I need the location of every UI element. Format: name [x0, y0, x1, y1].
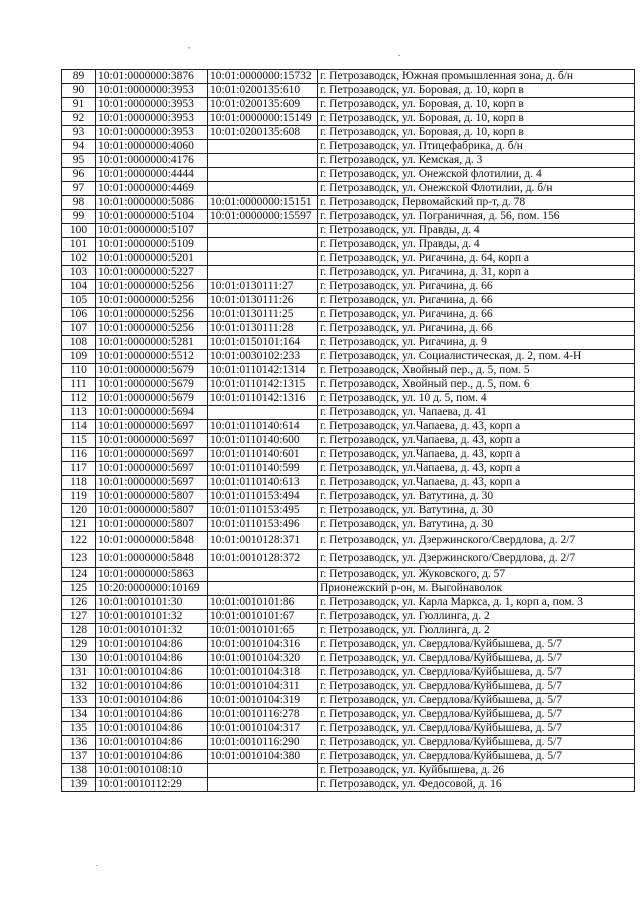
address-cell: г. Петрозаводск, ул. Свердлова/Куйбышева, д. 5/7 [318, 652, 635, 666]
cadastral-number-cell: 10:01:0000000:5697 [96, 476, 208, 490]
address-cell: г. Петрозаводск, ул. Свердлова/Куйбышева, д. 5/7 [318, 750, 635, 764]
row-number-cell: 125 [62, 582, 96, 596]
cadastral-number-cell: 10:01:0010101:32 [96, 610, 208, 624]
cadastral-number-cell: 10:01:0000000:5697 [96, 462, 208, 476]
row-number-cell: 94 [62, 140, 96, 154]
row-number-cell: 95 [62, 154, 96, 168]
room-cadastral-number-cell: 10:01:0130111:25 [208, 308, 318, 322]
cadastral-number-cell: 10:01:0000000:5256 [96, 280, 208, 294]
room-cadastral-number-cell: 10:01:0110140:613 [208, 476, 318, 490]
row-number-cell: 135 [62, 722, 96, 736]
room-cadastral-number-cell: 10:01:0010104:320 [208, 652, 318, 666]
cadastral-number-cell: 10:01:0000000:4176 [96, 154, 208, 168]
table-row [62, 182, 635, 196]
cadastral-number-cell: 10:01:0000000:5679 [96, 378, 208, 392]
table-row [62, 392, 635, 406]
row-number-cell: 110 [62, 364, 96, 378]
cadastral-number-cell: 10:01:0000000:5107 [96, 224, 208, 238]
row-number-cell: 121 [62, 518, 96, 532]
table-row [62, 210, 635, 224]
cadastral-number-cell: 10:01:0000000:5227 [96, 266, 208, 280]
scan-speck: , [188, 40, 191, 50]
table-row [62, 84, 635, 98]
room-cadastral-number-cell [208, 764, 318, 778]
cadastral-number-cell: 10:01:0000000:5863 [96, 568, 208, 582]
table-row [62, 778, 635, 792]
cadastral-number-cell: 10:01:0000000:5256 [96, 294, 208, 308]
cadastral-table-body [62, 70, 635, 792]
table-row [62, 266, 635, 280]
table-row [62, 364, 635, 378]
table-row [62, 666, 635, 680]
cadastral-number-cell: 10:01:0010104:86 [96, 736, 208, 750]
table-row [62, 140, 635, 154]
table-row [62, 322, 635, 336]
table-row [62, 582, 635, 596]
table-row [62, 638, 635, 652]
address-cell: г. Петрозаводск, ул. Ватутина, д. 30 [318, 490, 635, 504]
cadastral-number-cell: 10:01:0000000:5807 [96, 518, 208, 532]
address-cell: г. Петрозаводск, ул. Правды, д. 4 [318, 238, 635, 252]
row-number-cell: 138 [62, 764, 96, 778]
cadastral-number-cell: 10:01:0000000:3876 [96, 70, 208, 84]
room-cadastral-number-cell: 10:01:0010104:380 [208, 750, 318, 764]
cadastral-number-cell: 10:01:0000000:5679 [96, 392, 208, 406]
row-number-cell: 113 [62, 406, 96, 420]
row-number-cell: 133 [62, 694, 96, 708]
room-cadastral-number-cell [208, 568, 318, 582]
table-row [62, 652, 635, 666]
cadastral-number-cell: 10:01:0000000:5281 [96, 336, 208, 350]
room-cadastral-number-cell: 10:01:0010128:371 [208, 532, 318, 550]
scan-speck: . [96, 858, 99, 868]
table-row [62, 680, 635, 694]
address-cell: г. Петрозаводск, ул. Онежской Флотилии, д. б/н [318, 182, 635, 196]
table-row [62, 708, 635, 722]
room-cadastral-number-cell: 10:01:0010101:67 [208, 610, 318, 624]
cadastral-number-cell: 10:01:0000000:3953 [96, 84, 208, 98]
address-cell: г. Петрозаводск, ул. Свердлова/Куйбышева, д. 5/7 [318, 638, 635, 652]
table-row [62, 722, 635, 736]
cadastral-number-cell: 10:01:0000000:5109 [96, 238, 208, 252]
address-cell: г. Петрозаводск, ул. Жуковского, д. 57 [318, 568, 635, 582]
table-row [62, 238, 635, 252]
cadastral-number-cell: 10:01:0000000:5697 [96, 420, 208, 434]
address-cell: г. Петрозаводск, ул. Свердлова/Куйбышева, д. 5/7 [318, 736, 635, 750]
room-cadastral-number-cell: 10:01:0200135:608 [208, 126, 318, 140]
table-row [62, 610, 635, 624]
row-number-cell: 112 [62, 392, 96, 406]
row-number-cell: 126 [62, 596, 96, 610]
table-row [62, 518, 635, 532]
row-number-cell: 89 [62, 70, 96, 84]
row-number-cell: 109 [62, 350, 96, 364]
address-cell: г. Петрозаводск, ул. Боровая, д. 10, корп в [318, 112, 635, 126]
address-cell: г. Петрозаводск, ул. Свердлова/Куйбышева, д. 5/7 [318, 722, 635, 736]
cadastral-number-cell: 10:01:0000000:5694 [96, 406, 208, 420]
row-number-cell: 99 [62, 210, 96, 224]
address-cell: г. Петрозаводск, ул. Ригачина, д. 9 [318, 336, 635, 350]
cadastral-number-cell: 10:01:0000000:5256 [96, 308, 208, 322]
cadastral-number-cell: 10:01:0000000:3953 [96, 98, 208, 112]
room-cadastral-number-cell [208, 182, 318, 196]
room-cadastral-number-cell: 10:01:0130111:27 [208, 280, 318, 294]
cadastral-number-cell: 10:01:0000000:3953 [96, 112, 208, 126]
table-row [62, 750, 635, 764]
row-number-cell: 102 [62, 252, 96, 266]
room-cadastral-number-cell [208, 252, 318, 266]
row-number-cell: 93 [62, 126, 96, 140]
row-number-cell: 97 [62, 182, 96, 196]
table-row [62, 490, 635, 504]
address-cell: г. Петрозаводск, ул. Боровая, д. 10, корп в [318, 84, 635, 98]
cadastral-number-cell: 10:01:0010108:10 [96, 764, 208, 778]
table-row [62, 168, 635, 182]
room-cadastral-number-cell: 10:01:0110140:614 [208, 420, 318, 434]
room-cadastral-number-cell: 10:01:0110142:1314 [208, 364, 318, 378]
address-cell: г. Петрозаводск, Хвойный пер., д. 5, пом. 6 [318, 378, 635, 392]
address-cell: г. Петрозаводск, ул. Ватутина, д. 30 [318, 504, 635, 518]
cadastral-number-cell: 10:01:0010104:86 [96, 694, 208, 708]
cadastral-number-cell: 10:01:0000000:5697 [96, 434, 208, 448]
room-cadastral-number-cell [208, 406, 318, 420]
room-cadastral-number-cell [208, 266, 318, 280]
table-row [62, 420, 635, 434]
address-cell: г. Петрозаводск, ул.Чапаева, д. 43, корп а [318, 476, 635, 490]
table-row [62, 154, 635, 168]
row-number-cell: 117 [62, 462, 96, 476]
address-cell: г. Петрозаводск, ул. Ватутина, д. 30 [318, 518, 635, 532]
address-cell: г. Петрозаводск, ул. Свердлова/Куйбышева, д. 5/7 [318, 708, 635, 722]
room-cadastral-number-cell: 10:01:0130111:26 [208, 294, 318, 308]
cadastral-number-cell: 10:01:0010101:32 [96, 624, 208, 638]
cadastral-number-cell: 10:01:0010104:86 [96, 680, 208, 694]
address-cell: г. Петрозаводск, ул. Федосовой, д. 16 [318, 778, 635, 792]
row-number-cell: 100 [62, 224, 96, 238]
cadastral-number-cell: 10:01:0010104:86 [96, 722, 208, 736]
address-cell: г. Петрозаводск, ул. Боровая, д. 10, корп в [318, 126, 635, 140]
address-cell: г. Петрозаводск, ул. Дзержинского/Свердлова, д. 2/7 [318, 532, 635, 550]
room-cadastral-number-cell: 10:01:0000000:15732 [208, 70, 318, 84]
row-number-cell: 134 [62, 708, 96, 722]
address-cell: г. Петрозаводск, ул. Свердлова/Куйбышева, д. 5/7 [318, 694, 635, 708]
address-cell: г. Петрозаводск, ул. Карла Маркса, д. 1, корп а, пом. 3 [318, 596, 635, 610]
room-cadastral-number-cell: 10:01:0000000:15597 [208, 210, 318, 224]
room-cadastral-number-cell [208, 154, 318, 168]
address-cell: г. Петрозаводск, Южная промышленная зона, д. б/н [318, 70, 635, 84]
address-cell: г. Петрозаводск, ул. Свердлова/Куйбышева, д. 5/7 [318, 666, 635, 680]
cadastral-number-cell: 10:01:0010104:86 [96, 708, 208, 722]
table-row [62, 476, 635, 490]
room-cadastral-number-cell: 10:01:0010104:311 [208, 680, 318, 694]
row-number-cell: 130 [62, 652, 96, 666]
row-number-cell: 111 [62, 378, 96, 392]
room-cadastral-number-cell [208, 168, 318, 182]
room-cadastral-number-cell: 10:01:0110142:1315 [208, 378, 318, 392]
table-row [62, 406, 635, 420]
room-cadastral-number-cell [208, 224, 318, 238]
table-row [62, 98, 635, 112]
room-cadastral-number-cell: 10:01:0010104:319 [208, 694, 318, 708]
table-row [62, 336, 635, 350]
table-row [62, 70, 635, 84]
row-number-cell: 104 [62, 280, 96, 294]
address-cell: г. Петрозаводск, ул. Ригачина, д. 66 [318, 308, 635, 322]
cadastral-number-cell: 10:01:0000000:5807 [96, 490, 208, 504]
table-row [62, 434, 635, 448]
row-number-cell: 132 [62, 680, 96, 694]
row-number-cell: 118 [62, 476, 96, 490]
row-number-cell: 119 [62, 490, 96, 504]
room-cadastral-number-cell: 10:01:0110140:600 [208, 434, 318, 448]
room-cadastral-number-cell: 10:01:0010128:372 [208, 550, 318, 568]
table-row [62, 550, 635, 568]
cadastral-number-cell: 10:01:0000000:5807 [96, 504, 208, 518]
table-row [62, 280, 635, 294]
cadastral-number-cell: 10:01:0000000:5848 [96, 550, 208, 568]
address-cell: г. Петрозаводск, ул. Онежской флотилии, д. 4 [318, 168, 635, 182]
address-cell: г. Петрозаводск, Хвойный пер., д. 5, пом. 5 [318, 364, 635, 378]
table-row [62, 624, 635, 638]
address-cell: г. Петрозаводск, ул. Пограничная, д. 56, пом. 156 [318, 210, 635, 224]
row-number-cell: 123 [62, 550, 96, 568]
room-cadastral-number-cell: 10:01:0010104:317 [208, 722, 318, 736]
room-cadastral-number-cell: 10:01:0150101:164 [208, 336, 318, 350]
table-row [62, 308, 635, 322]
room-cadastral-number-cell: 10:01:0010101:86 [208, 596, 318, 610]
cadastral-number-cell: 10:01:0010101:30 [96, 596, 208, 610]
cadastral-number-cell: 10:01:0000000:4469 [96, 182, 208, 196]
table-row [62, 448, 635, 462]
address-cell: г. Петрозаводск, ул. Гюллинга, д. 2 [318, 610, 635, 624]
cadastral-number-cell: 10:01:0000000:5848 [96, 532, 208, 550]
room-cadastral-number-cell: 10:01:0130111:28 [208, 322, 318, 336]
room-cadastral-number-cell: 10:01:0000000:15151 [208, 196, 318, 210]
address-cell: г. Петрозаводск, ул. Ригачина, д. 66 [318, 322, 635, 336]
cadastral-number-cell: 10:01:0000000:5104 [96, 210, 208, 224]
row-number-cell: 105 [62, 294, 96, 308]
row-number-cell: 122 [62, 532, 96, 550]
room-cadastral-number-cell: 10:01:0110153:496 [208, 518, 318, 532]
address-cell: г. Петрозаводск, ул. Чапаева, д. 41 [318, 406, 635, 420]
row-number-cell: 131 [62, 666, 96, 680]
row-number-cell: 90 [62, 84, 96, 98]
row-number-cell: 127 [62, 610, 96, 624]
row-number-cell: 137 [62, 750, 96, 764]
table-row [62, 736, 635, 750]
address-cell: г. Петрозаводск, ул. Дзержинского/Свердлова, д. 2/7 [318, 550, 635, 568]
table-row [62, 532, 635, 550]
table-row [62, 694, 635, 708]
row-number-cell: 107 [62, 322, 96, 336]
room-cadastral-number-cell [208, 582, 318, 596]
address-cell: г. Петрозаводск, ул. 10 д. 5, пом. 4 [318, 392, 635, 406]
room-cadastral-number-cell: 10:01:0030102:233 [208, 350, 318, 364]
cadastral-number-cell: 10:01:0010104:86 [96, 652, 208, 666]
table-row [62, 350, 635, 364]
address-cell: г. Петрозаводск, ул. Гюллинга, д. 2 [318, 624, 635, 638]
room-cadastral-number-cell [208, 778, 318, 792]
address-cell: г. Петрозаводск, ул. Куйбышева, д. 26 [318, 764, 635, 778]
room-cadastral-number-cell: 10:01:0010101:65 [208, 624, 318, 638]
table-row [62, 224, 635, 238]
room-cadastral-number-cell [208, 140, 318, 154]
table-row [62, 196, 635, 210]
cadastral-number-cell: 10:01:0010104:86 [96, 750, 208, 764]
room-cadastral-number-cell: 10:01:0110140:601 [208, 448, 318, 462]
table-row [62, 294, 635, 308]
table-row [62, 568, 635, 582]
cadastral-number-cell: 10:01:0000000:5679 [96, 364, 208, 378]
address-cell: г. Петрозаводск, ул. Кемская, д. 3 [318, 154, 635, 168]
address-cell: Прионежский р-он, м. Выгойнаволок [318, 582, 635, 596]
row-number-cell: 106 [62, 308, 96, 322]
row-number-cell: 91 [62, 98, 96, 112]
row-number-cell: 108 [62, 336, 96, 350]
cadastral-number-cell: 10:01:0000000:4444 [96, 168, 208, 182]
cadastral-number-cell: 10:01:0000000:3953 [96, 126, 208, 140]
room-cadastral-number-cell: 10:01:0200135:609 [208, 98, 318, 112]
room-cadastral-number-cell: 10:01:0010104:316 [208, 638, 318, 652]
cadastral-number-cell: 10:01:0000000:5256 [96, 322, 208, 336]
room-cadastral-number-cell: 10:01:0110142:1316 [208, 392, 318, 406]
table-row [62, 112, 635, 126]
table-row [62, 126, 635, 140]
scan-speck: . [398, 48, 401, 58]
room-cadastral-number-cell: 10:01:0010104:318 [208, 666, 318, 680]
cadastral-number-cell: 10:01:0010112:29 [96, 778, 208, 792]
cadastral-number-cell: 10:01:0000000:5697 [96, 448, 208, 462]
row-number-cell: 124 [62, 568, 96, 582]
row-number-cell: 96 [62, 168, 96, 182]
room-cadastral-number-cell: 10:01:0110153:495 [208, 504, 318, 518]
row-number-cell: 115 [62, 434, 96, 448]
address-cell: г. Петрозаводск, ул. Ригачина, д. 31, корп а [318, 266, 635, 280]
cadastral-number-cell: 10:01:0010104:86 [96, 666, 208, 680]
row-number-cell: 101 [62, 238, 96, 252]
address-cell: г. Петрозаводск, ул.Чапаева, д. 43, корп а [318, 420, 635, 434]
row-number-cell: 114 [62, 420, 96, 434]
cadastral-number-cell: 10:20:0000000:10169 [96, 582, 208, 596]
address-cell: г. Петрозаводск, Первомайский пр-т, д. 78 [318, 196, 635, 210]
room-cadastral-number-cell: 10:01:0010116:278 [208, 708, 318, 722]
room-cadastral-number-cell [208, 238, 318, 252]
room-cadastral-number-cell: 10:01:0110153:494 [208, 490, 318, 504]
row-number-cell: 120 [62, 504, 96, 518]
cadastral-number-cell: 10:01:0000000:5201 [96, 252, 208, 266]
row-number-cell: 92 [62, 112, 96, 126]
address-cell: г. Петрозаводск, ул. Ригачина, д. 66 [318, 280, 635, 294]
address-cell: г. Петрозаводск, ул.Чапаева, д. 43, корп а [318, 462, 635, 476]
address-cell: г. Петрозаводск, ул. Ригачина, д. 64, корп а [318, 252, 635, 266]
row-number-cell: 116 [62, 448, 96, 462]
row-number-cell: 136 [62, 736, 96, 750]
row-number-cell: 103 [62, 266, 96, 280]
address-cell: г. Петрозаводск, ул.Чапаева, д. 43, корп а [318, 434, 635, 448]
cadastral-number-cell: 10:01:0000000:5512 [96, 350, 208, 364]
table-row [62, 252, 635, 266]
row-number-cell: 129 [62, 638, 96, 652]
row-number-cell: 128 [62, 624, 96, 638]
address-cell: г. Петрозаводск, ул. Социалистическая, д. 2, пом. 4-Н [318, 350, 635, 364]
cadastral-number-cell: 10:01:0000000:5086 [96, 196, 208, 210]
room-cadastral-number-cell: 10:01:0000000:15149 [208, 112, 318, 126]
address-cell: г. Петрозаводск, ул. Свердлова/Куйбышева, д. 5/7 [318, 680, 635, 694]
table-row [62, 596, 635, 610]
address-cell: г. Петрозаводск, ул. Правды, д. 4 [318, 224, 635, 238]
address-cell: г. Петрозаводск, ул.Чапаева, д. 43, корп а [318, 448, 635, 462]
table-row [62, 378, 635, 392]
row-number-cell: 139 [62, 778, 96, 792]
cadastral-table [61, 69, 635, 792]
table-row [62, 462, 635, 476]
table-row [62, 504, 635, 518]
address-cell: г. Петрозаводск, ул. Боровая, д. 10, корп в [318, 98, 635, 112]
row-number-cell: 98 [62, 196, 96, 210]
address-cell: г. Петрозаводск, ул. Ригачина, д. 66 [318, 294, 635, 308]
address-cell: г. Петрозаводск, ул. Птицефабрика, д. б/н [318, 140, 635, 154]
room-cadastral-number-cell: 10:01:0200135:610 [208, 84, 318, 98]
cadastral-number-cell: 10:01:0000000:4060 [96, 140, 208, 154]
cadastral-number-cell: 10:01:0010104:86 [96, 638, 208, 652]
table-row [62, 764, 635, 778]
room-cadastral-number-cell: 10:01:0010116:290 [208, 736, 318, 750]
room-cadastral-number-cell: 10:01:0110140:599 [208, 462, 318, 476]
